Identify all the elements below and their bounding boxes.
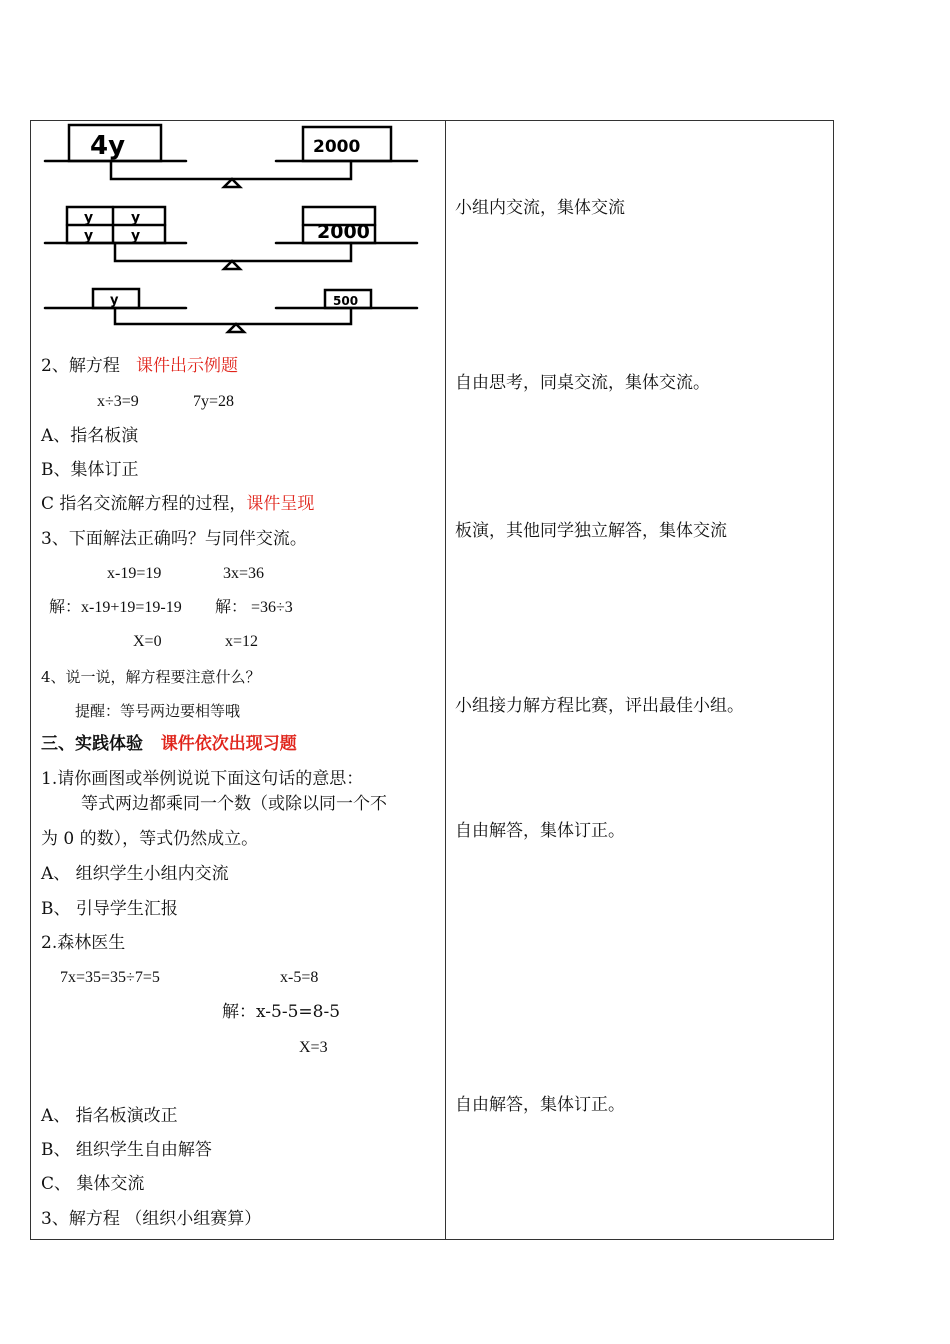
column-divider (445, 121, 446, 1239)
s2-b: B、集体订正 (41, 460, 139, 480)
balance-3-right-label: 500 (333, 294, 359, 308)
balance-3-left-label: y (110, 293, 119, 308)
balance-1-right-label: 2000 (313, 137, 361, 157)
balance-2-cell-1: y (84, 210, 94, 226)
s2-eq1: x÷3=9 (97, 393, 139, 410)
balance-2-cell-4: y (131, 228, 141, 244)
s3-title: 3、下面解法正确吗？与同伴交流。 (41, 529, 307, 549)
balance-2-right-label: 2000 (317, 221, 370, 243)
s3-r1-right: 3x=36 (223, 565, 265, 582)
right-note-1: 小组内交流，集体交流 (455, 198, 625, 218)
s3-r3-right: x=12 (225, 633, 259, 650)
right-note-2: 自由思考，同桌交流，集体交流。 (455, 373, 710, 393)
q2-solution: 解：x-5-5=8-5 (222, 1002, 341, 1022)
s2-c-line (41, 494, 314, 514)
right-note-5: 自由解答，集体订正。 (455, 821, 625, 841)
q1-b: B、 引导学生汇报 (41, 899, 178, 919)
q3-title: 3、解方程 （组织小组赛算） (41, 1209, 262, 1229)
s3-r1-left: x-19=19 (107, 565, 162, 582)
q2-a: A、 指名板演改正 (41, 1106, 178, 1126)
p3-note: 课件依次出现习题 (160, 734, 297, 754)
right-note-6: 自由解答，集体订正。 (455, 1095, 625, 1115)
s2-title: 2、解方程 (41, 356, 120, 376)
balance-2-cell-2: y (131, 210, 141, 226)
s3-r2-left: 解：x-19+19=19-19 (49, 599, 182, 616)
p3-title: 三、实践体验 (41, 734, 143, 754)
balance-3 (45, 289, 417, 332)
s2-c: C 指名交流解方程的过程， (41, 494, 247, 514)
q2-title: 2.森林医生 (41, 933, 126, 953)
q2-c: C、 集体交流 (41, 1174, 145, 1194)
q2-eq-right: x-5=8 (280, 969, 319, 986)
s2-eq2: 7y=28 (193, 393, 235, 410)
s3-r3-left: X=0 (133, 633, 162, 650)
lesson-table (30, 120, 834, 1240)
q2-eq-left: 7x=35=35÷7=5 (60, 969, 160, 986)
right-note-4: 小组接力解方程比赛，评出最佳小组。 (455, 696, 744, 716)
p3-title-line (41, 734, 297, 754)
balance-drawings (41, 121, 441, 341)
q2-result: X=3 (299, 1039, 328, 1056)
s2-title-line (41, 356, 238, 376)
q1-line1: 等式两边都乘同一个数（或除以同一个不 (81, 794, 387, 814)
q1-a: A、 组织学生小组内交流 (41, 864, 229, 884)
q2-b: B、 组织学生自由解答 (41, 1140, 212, 1160)
balance-2-cell-3: y (84, 228, 94, 244)
s2-c-note: 课件呈现 (246, 494, 315, 514)
q1-line2: 为 0 的数），等式仍然成立。 (41, 829, 259, 849)
q1-title: 1.请你画图或举例说说下面这句话的意思： (41, 769, 364, 789)
s2-note: 课件出示例题 (136, 356, 239, 376)
s2-a: A、指名板演 (41, 426, 139, 446)
balance-1-left-label: 4y (90, 131, 126, 161)
s4-hint: 提醒：等号两边要相等哦 (75, 702, 241, 720)
s3-r2-right: 解： =36÷3 (215, 599, 293, 616)
right-note-3: 板演，其他同学独立解答，集体交流 (455, 521, 727, 541)
s4-title: 4、说一说，解方程要注意什么？ (41, 668, 261, 686)
